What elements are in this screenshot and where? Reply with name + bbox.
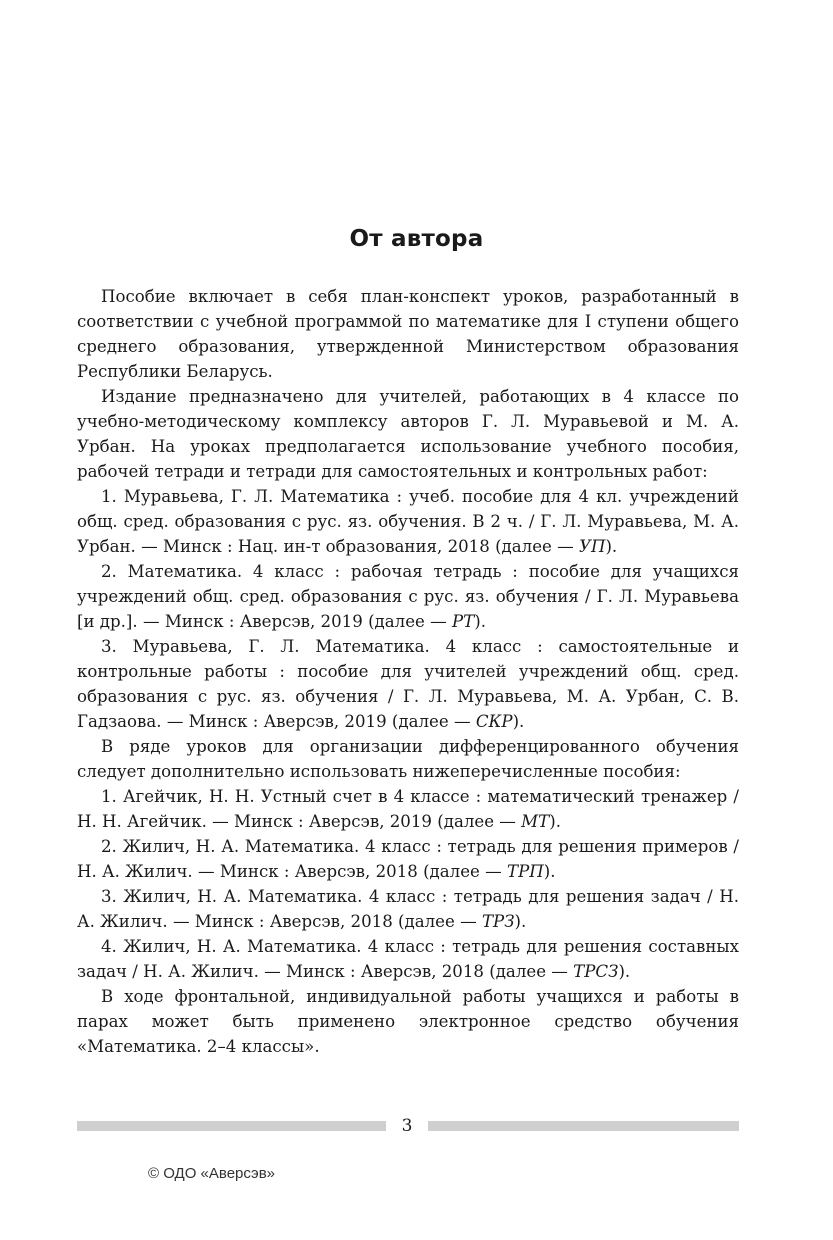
reference-abbr: УП: [578, 537, 606, 556]
body-text: [77, 284, 739, 1059]
reference-item: 3. Жилич, Н. А. Математика. 4 класс : тетрадь для решения задач / Н. А. Жилич. — Минск : Аверсэв, 2018 (далее — ТРЗ).: [77, 887, 739, 931]
reference-abbr: ТРСЗ: [573, 962, 619, 981]
reference-abbr: МТ: [521, 812, 550, 831]
reference-item: 1. Муравьева, Г. Л. Математика : учеб. пособие для 4 кл. учреждений общ. сред. образования с рус. яз. обучения. В 2 ч. / Г. Л. Муравьева, М. А. Урбан. — Минск : Нац. ин-т образования, 2018 (далее — УП).: [77, 487, 739, 556]
paragraph-purpose: Издание предназначено для учителей, работающих в 4 классе по учебно-методическому комплексу авторов Г. Л. Муравьевой и М. А. Урбан. На уроках предполагается использование учебного пособия, рабочей тетради и тетради для самостоятельных и контрольных работ:: [77, 387, 739, 481]
paragraph-intro: Пособие включает в себя план-конспект уроков, разработанный в соответствии с учебной программой по математике для I ступени общего среднего образования, утвержденной Министерством образования Республики Беларусь.: [77, 287, 739, 381]
reference-abbr: СКР: [475, 712, 513, 731]
footer-rule-right: [428, 1121, 739, 1131]
page-title: От автора: [349, 226, 484, 252]
reference-abbr: ТРЗ: [481, 912, 515, 931]
reference-item: 4. Жилич, Н. А. Математика. 4 класс : тетрадь для решения составных задач / Н. А. Жилич. — Минск : Аверсэв, 2018 (далее — ТРСЗ).: [77, 937, 739, 981]
paragraph-electronic: В ходе фронтальной, индивидуальной работы учащихся и работы в парах может быть применено электронное средство обучения «Математика. 2–4 классы».: [77, 987, 739, 1056]
copyright-notice: © ОДО «Аверсэв»: [148, 1165, 276, 1182]
page-number: 3: [401, 1116, 413, 1136]
paragraph-additional: В ряде уроков для организации дифференцированного обучения следует дополнительно использовать нижеперечисленные пособия:: [77, 737, 739, 781]
footer-rule-left: [77, 1121, 386, 1131]
reference-item: 3. Муравьева, Г. Л. Математика. 4 класс : самостоятельные и контрольные работы : пособие для учителей учреждений общ. сред. образования с рус. яз. обучения / Г. Л. Муравьева, М. А. Урбан, С. В. Гадзаова. — Минск : Аверсэв, 2019 (далее — СКР).: [77, 637, 739, 731]
reference-item: 1. Агейчик, Н. Н. Устный счет в 4 классе : математический тренажер / Н. Н. Агейчик. — Минск : Аверсэв, 2019 (далее — МТ).: [77, 787, 739, 831]
reference-item: 2. Жилич, Н. А. Математика. 4 класс : тетрадь для решения примеров / Н. А. Жилич. — Минск : Аверсэв, 2018 (далее — ТРП).: [77, 837, 739, 881]
reference-abbr: РТ: [451, 612, 475, 631]
reference-abbr: ТРП: [507, 862, 544, 881]
reference-item: 2. Математика. 4 класс : рабочая тетрадь : пособие для учащихся учреждений общ. сред. образования с рус. яз. обучения / Г. Л. Муравьева [и др.]. — Минск : Аверсэв, 2019 (далее — РТ).: [77, 562, 739, 631]
